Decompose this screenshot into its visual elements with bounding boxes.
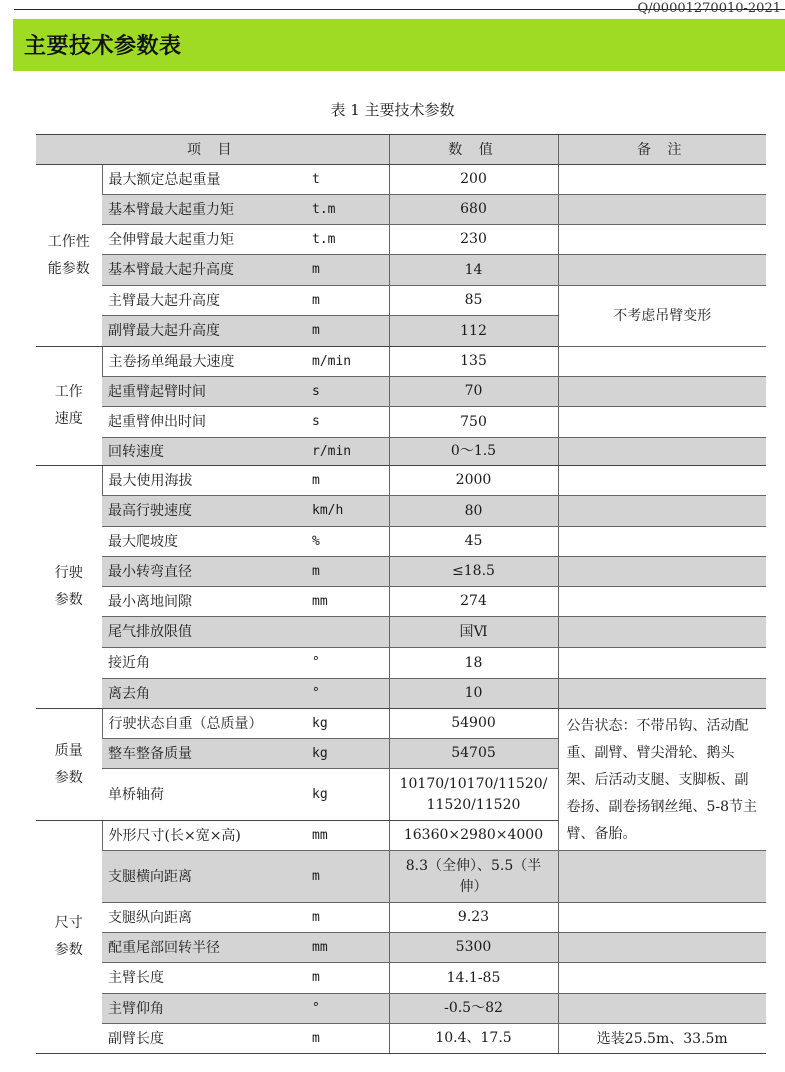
param-value: 14.1-85 xyxy=(389,963,558,994)
param-name: 最小离地间隙 xyxy=(102,587,310,617)
table-header-row xyxy=(36,135,766,165)
param-value: 112 xyxy=(389,316,558,347)
param-name: 最小转弯直径 xyxy=(102,557,310,587)
param-remark xyxy=(558,587,766,617)
group-label: 工作性 能参数 xyxy=(36,165,102,347)
table-row xyxy=(36,225,766,255)
param-unit: m xyxy=(310,963,389,994)
param-value: ≤18.5 xyxy=(389,557,558,587)
table-row xyxy=(36,496,766,527)
param-remark xyxy=(558,557,766,587)
table-row xyxy=(36,933,766,963)
param-value: 54900 xyxy=(389,709,558,739)
param-name: 副臂最大起升高度 xyxy=(102,316,310,347)
table-row xyxy=(36,1024,766,1054)
param-value: 70 xyxy=(389,377,558,407)
param-name: 回转速度 xyxy=(102,438,310,466)
table-row xyxy=(36,165,766,195)
param-value: 8.3（全伸）、5.5（半 伸） xyxy=(389,851,558,903)
param-name: 最大使用海拔 xyxy=(102,466,310,496)
param-value: 9.23 xyxy=(389,903,558,933)
param-name: 配重尾部回转半径 xyxy=(102,933,310,963)
param-unit: r/min xyxy=(310,438,389,466)
table-row xyxy=(36,438,766,466)
remark-announcement: 公告状态：不带吊钩、活动配重、副臂、臂尖滑轮、鹅头架、后活动支腿、支脚板、副卷扬、副卷扬钢丝绳、5-8节主臂、备胎。 xyxy=(558,709,766,851)
param-name: 全伸臂最大起重力矩 xyxy=(102,225,310,255)
param-remark xyxy=(558,994,766,1024)
param-unit: kg xyxy=(310,769,389,821)
param-name: 尾气排放限值 xyxy=(102,617,310,648)
param-name: 基本臂最大起升高度 xyxy=(102,255,310,286)
param-name: 起重臂伸出时间 xyxy=(102,407,310,438)
param-remark: 选装25.5m、33.5m xyxy=(558,1024,766,1054)
param-remark xyxy=(558,496,766,527)
table-row xyxy=(36,557,766,587)
param-remark xyxy=(558,903,766,933)
param-unit: kg xyxy=(310,739,389,769)
header-remark: 备 注 xyxy=(558,135,766,165)
param-unit: ° xyxy=(310,648,389,679)
param-value: 274 xyxy=(389,587,558,617)
param-name: 最大爬坡度 xyxy=(102,527,310,557)
param-remark xyxy=(558,466,766,496)
table-row xyxy=(36,963,766,994)
param-remark xyxy=(558,617,766,648)
table-row xyxy=(36,286,766,316)
param-name: 主臂仰角 xyxy=(102,994,310,1024)
param-unit: s xyxy=(310,377,389,407)
param-value: 国Ⅵ xyxy=(389,617,558,648)
param-unit: ° xyxy=(310,994,389,1024)
param-remark xyxy=(558,347,766,377)
param-name: 行驶状态自重（总质量） xyxy=(102,709,310,739)
param-name: 最大额定总起重量 xyxy=(102,165,310,195)
param-remark xyxy=(558,933,766,963)
header-item: 项 目 xyxy=(36,135,389,165)
param-name: 支腿纵向距离 xyxy=(102,903,310,933)
table-row xyxy=(36,255,766,286)
document-code: Q/00001270010-2021 xyxy=(637,1,781,16)
param-value: 680 xyxy=(389,195,558,225)
param-remark xyxy=(558,195,766,225)
param-unit: kg xyxy=(310,709,389,739)
param-unit: m xyxy=(310,286,389,316)
param-unit: m xyxy=(310,557,389,587)
param-value: 2000 xyxy=(389,466,558,496)
param-unit: % xyxy=(310,527,389,557)
table-row xyxy=(36,466,766,496)
param-remark xyxy=(558,851,766,903)
group-label: 尺寸 参数 xyxy=(36,821,102,1054)
remark-merged: 不考虑吊臂变形 xyxy=(558,286,766,347)
param-name: 整车整备质量 xyxy=(102,739,310,769)
param-name: 接近角 xyxy=(102,648,310,679)
header-value: 数 值 xyxy=(389,135,558,165)
table-row xyxy=(36,527,766,557)
table-row xyxy=(36,903,766,933)
param-value: 10.4、17.5 xyxy=(389,1024,558,1054)
table-body xyxy=(36,165,766,1054)
param-value: 10 xyxy=(389,679,558,709)
table-row xyxy=(36,407,766,438)
param-unit: m xyxy=(310,903,389,933)
param-remark xyxy=(558,963,766,994)
param-value: 16360×2980×4000 xyxy=(389,821,558,851)
param-unit: m xyxy=(310,255,389,286)
parameters-table xyxy=(36,134,766,1054)
table-row xyxy=(36,617,766,648)
param-remark xyxy=(558,407,766,438)
param-value: 750 xyxy=(389,407,558,438)
param-name: 基本臂最大起重力矩 xyxy=(102,195,310,225)
param-unit: ° xyxy=(310,679,389,709)
table-row xyxy=(36,347,766,377)
param-value: 18 xyxy=(389,648,558,679)
group-label: 质量 参数 xyxy=(36,709,102,821)
param-unit: km/h xyxy=(310,496,389,527)
param-remark xyxy=(558,255,766,286)
table-row xyxy=(36,377,766,407)
param-unit xyxy=(310,617,389,648)
param-name: 主卷扬单绳最大速度 xyxy=(102,347,310,377)
section-title: 主要技术参数表 xyxy=(24,34,182,59)
param-value: 5300 xyxy=(389,933,558,963)
param-name: 副臂长度 xyxy=(102,1024,310,1054)
param-remark xyxy=(558,648,766,679)
param-unit: m xyxy=(310,466,389,496)
param-remark xyxy=(558,377,766,407)
param-value: 14 xyxy=(389,255,558,286)
param-value: 0～1.5 xyxy=(389,438,558,466)
param-remark xyxy=(558,225,766,255)
table-row xyxy=(36,587,766,617)
param-unit: t.m xyxy=(310,195,389,225)
param-unit: s xyxy=(310,407,389,438)
table-row xyxy=(36,195,766,225)
param-value: 135 xyxy=(389,347,558,377)
table-row xyxy=(36,851,766,903)
param-name: 主臂长度 xyxy=(102,963,310,994)
param-name: 单桥轴荷 xyxy=(102,769,310,821)
param-unit: m xyxy=(310,851,389,903)
param-name: 支腿横向距离 xyxy=(102,851,310,903)
param-unit: mm xyxy=(310,821,389,851)
param-name: 外形尺寸(长×宽×高) xyxy=(102,821,310,851)
param-remark xyxy=(558,679,766,709)
param-unit: m/min xyxy=(310,347,389,377)
param-unit: mm xyxy=(310,587,389,617)
param-unit: mm xyxy=(310,933,389,963)
table-row xyxy=(36,679,766,709)
param-remark xyxy=(558,527,766,557)
param-unit: m xyxy=(310,316,389,347)
param-value: 54705 xyxy=(389,739,558,769)
param-remark xyxy=(558,165,766,195)
header-rule xyxy=(14,1,785,16)
param-value: -0.5～82 xyxy=(389,994,558,1024)
param-value: 230 xyxy=(389,225,558,255)
group-label: 行驶 参数 xyxy=(36,466,102,709)
param-value: 200 xyxy=(389,165,558,195)
table-row xyxy=(36,648,766,679)
section-banner xyxy=(13,19,785,71)
param-value: 85 xyxy=(389,286,558,316)
param-value: 45 xyxy=(389,527,558,557)
param-unit: t xyxy=(310,165,389,195)
param-remark xyxy=(558,438,766,466)
param-unit: t.m xyxy=(310,225,389,255)
param-name: 离去角 xyxy=(102,679,310,709)
table-caption: 表 1 主要技术参数 xyxy=(330,101,455,119)
param-name: 起重臂起臂时间 xyxy=(102,377,310,407)
table-row xyxy=(36,709,766,739)
param-value: 10170/10170/11520/ 11520/11520 xyxy=(389,769,558,821)
param-name: 主臂最大起升高度 xyxy=(102,286,310,316)
param-name: 最高行驶速度 xyxy=(102,496,310,527)
param-unit: m xyxy=(310,1024,389,1054)
param-value: 80 xyxy=(389,496,558,527)
group-label: 工作 速度 xyxy=(36,347,102,466)
table-row xyxy=(36,994,766,1024)
